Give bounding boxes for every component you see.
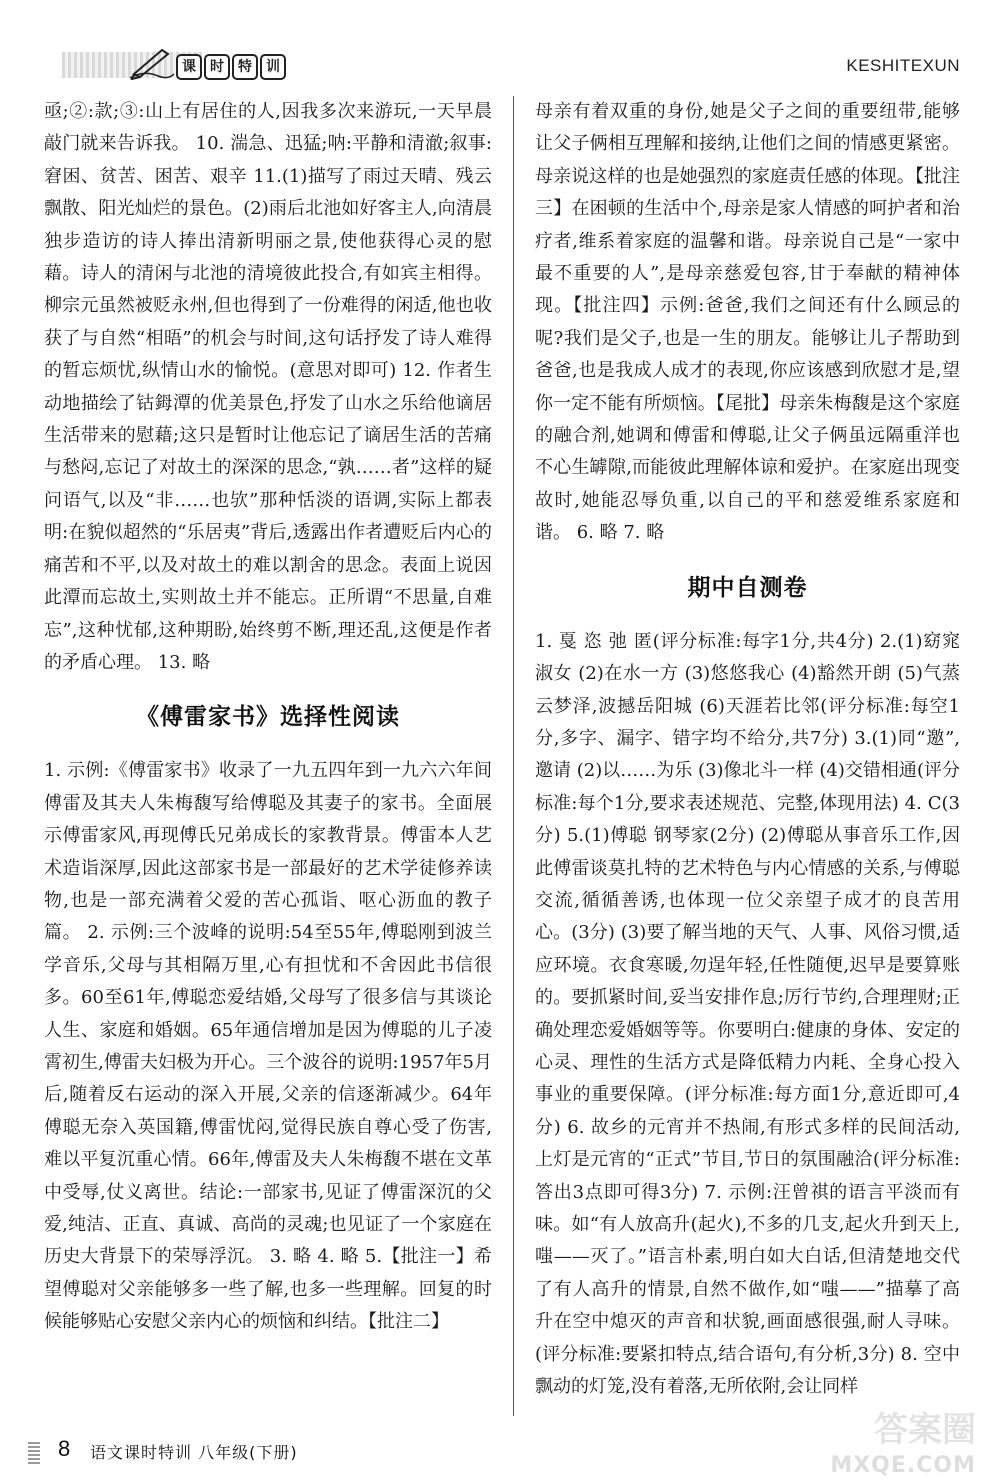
logo-char: 特 [232, 54, 258, 80]
answer-paragraph: 亟;②:款;③:山上有居住的人,因我多次来游玩,一天早晨敲门就来告诉我。 10. 湍急、迅猛;呐:平静和清澈;叙事:窘困、贫苦、困苦、艰辛 11.(1)描写了雨过天晴、残云飘散、阳光灿烂的景色。(2)雨后北池如好客主人,向清晨独步造访的诗人捧出清新明丽之景,使他获得心灵的慰藉。诗人的清闲与北池的清境彼此投合,有如宾主相得。柳宗元虽然被贬永州,但也得到了一份难得的闲适,他也收获了与自然“相晤”的机会与时间,这句话抒发了诗人难得的暂忘烦忧,纵情山水的愉悦。(意思对即可) 12. 作者生动地描绘了钴鉧潭的优美景色,抒发了山水之乐给他谪居生活带来的慰藉;这只是暂时让他忘记了谪居生活的苦痛与愁闷,忘记了对故土的深深的思念,“孰……者”这样的疑问语气,以及“非……也欤”那种恬淡的语调,实际上都表明:在貌似超然的“乐居夷”背后,透露出作者遭贬后内心的痛苦和不平,以及对故土的难以割舍的思念。表面上说因此潭而忘故土,实则故土并不能忘。正所谓“不思量,自难忘”,这种忧郁,这种期盼,始终剪不断,理还乱,这便是作者的矛盾心理。 13. 略 [44, 101, 492, 673]
watermark-logo: 答案圈 [874, 1410, 976, 1450]
answer-paragraph: 1. 示例:《傅雷家书》收录了一九五四年到一九六六年间傅雷及其夫人朱梅馥写给傅聪及其妻子的家书。全面展示傅雷家风,再现傅氏兄弟成长的家教背景。傅雷本人艺术造诣深厚,因此这部家书是一部最好的艺术学徒修养读物,也是一部充满着父爱的苦心孤诣、呕心沥血的教子篇。 2. 示例:三个波峰的说明:54至55年,傅聪刚到波兰学音乐,父母与其相隔万里,心有担忧和不舍因此书信很多。60至61年,傅聪恋爱结婚,父母写了很多信与其谈论人生、家庭和婚姻。65年通信增加是因为傅聪的儿子凌霄初生,傅雷夫妇极为开心。三个波谷的说明:1957年5月后,随着反右运动的深入开展,父亲的信逐渐减少。64年傅聪无奈入英国籍,傅雷忧闷,觉得民族自尊心受了伤害,难以平复沉重心情。66年,傅雷及夫人朱梅馥不堪在文革中受辱,仗义离世。结论:一部家书,见证了傅雷深沉的父爱,纯洁、正直、真诚、高尚的灵魂;也见证了一个家庭在历史大背景下的荣辱浮沉。 3. 略 4. 略 5.【批注一】希望傅聪对父亲能够多一些了解,也多一些理解。回复的时候能够贴心安慰父亲内心的烦恼和纠结。【批注二】 [44, 760, 492, 1333]
page-header [0, 0, 1000, 92]
answer-paragraph: 1. 戛 恣 弛 匿(评分标准:每字1分,共4分) 2.(1)窈窕淑女 (2)在水一方 (3)悠悠我心 (4)豁然开朗 (5)气蒸云梦泽,波撼岳阳城 (6)天涯若比邻(评分标准:每空1分,多字、漏字、错字均不给分,共7分) 3.(1)同“邀”,邀请 (2)以……为乐 (3)像北斗一样 (4)交错相通(评分标准:每个1分,要求表述规范、完整,体现用法) 4. C(3分) 5.(1)傅聪 钢琴家(2分) (2)傅聪从事音乐工作,因此傅雷谈莫扎特的艺术特色与内心情感的关系,与傅聪交流,循循善诱,也体现一位父亲望子成才的良苦用心。(3分) (3)要了解当地的天气、人事、风俗习惯,适应环境。衣食寒暖,勿逞年轻,任性随便,迟早是要算账的。要抓紧时间,妥当安排作息;厉行节约,合理理财;正确处理恋爱婚姻等等。你要明白:健康的身体、安定的心灵、理性的生活方式是降低精力内耗、全身心投入事业的重要保障。(评分标准:每方面1分,意近即可,4分) 6. 故乡的元宵并不热闹,有形式多样的民间活动,上灯是元宵的“正式”节目,节日的氛围融洽(评分标准:答出3点即可得3分) 7. 示例:汪曾祺的语言平淡而有味。如“有人放高升(起火),不多的几支,起火升到天上,嗤——灭了。”语言朴素,明白如大白话,但清楚地交代了有人高升的情景,自然不做作,如“嗤——”描摹了高升在空中熄灭的声音和状貌,画面感很强,耐人寻味。(评分标准:要紧扣特点,结合语句,有分析,3分) 8. 空中飘动的灯笼,没有着落,无所依附,会让同样 [535, 630, 960, 1398]
answer-paragraph: 母亲有着双重的身份,她是父子之间的重要纽带,能够让父子俩相互理解和接纳,让他们之间的情感更紧密。母亲说这样的也是她强烈的家庭责任感的体现。【批注三】在困顿的生活中个,母亲是家人情感的呵护者和治疗者,维系着家庭的温馨和谐。母亲说自己是“一家中最不重要的人”,是母亲慈爱包容,甘于奉献的精神体现。【批注四】示例:爸爸,我们之间还有什么顾忌的呢?我们是父子,也是一生的朋友。能够让儿子帮助到爸爸,也是我成人成才的表现,你应该感到欣慰才是,望你一定不能有所烦恼。【尾批】母亲朱梅馥是这个家庭的融合剂,她调和傅雷和傅聪,让父子俩虽远隔重洋也不心生罅隙,而能彼此理解体谅和爱护。在家庭出现变故时,她能忍辱负重,以自己的平和慈爱维系家庭和谐。 6. 略 7. 略 [535, 101, 960, 544]
logo-char: 课 [176, 54, 202, 80]
logo-char: 时 [204, 54, 230, 80]
logo-title [176, 54, 286, 80]
book-title: 语文课时特训 八年级(下册) [90, 1443, 298, 1462]
column-divider [513, 96, 514, 1416]
pen-icon [128, 44, 176, 80]
left-column [44, 96, 492, 1339]
watermark-url: MXQE.COM [830, 1453, 976, 1478]
brand-text: KESHITEXUN [846, 56, 960, 75]
section-title: 期中自测卷 [687, 574, 808, 601]
footer-texture [28, 1442, 40, 1464]
logo-char: 训 [260, 54, 286, 80]
watermark [800, 1402, 976, 1478]
page-number: 8 [58, 1436, 71, 1461]
section-title: 《傅雷家书》选择性阅读 [136, 704, 400, 731]
right-column [535, 96, 960, 1403]
